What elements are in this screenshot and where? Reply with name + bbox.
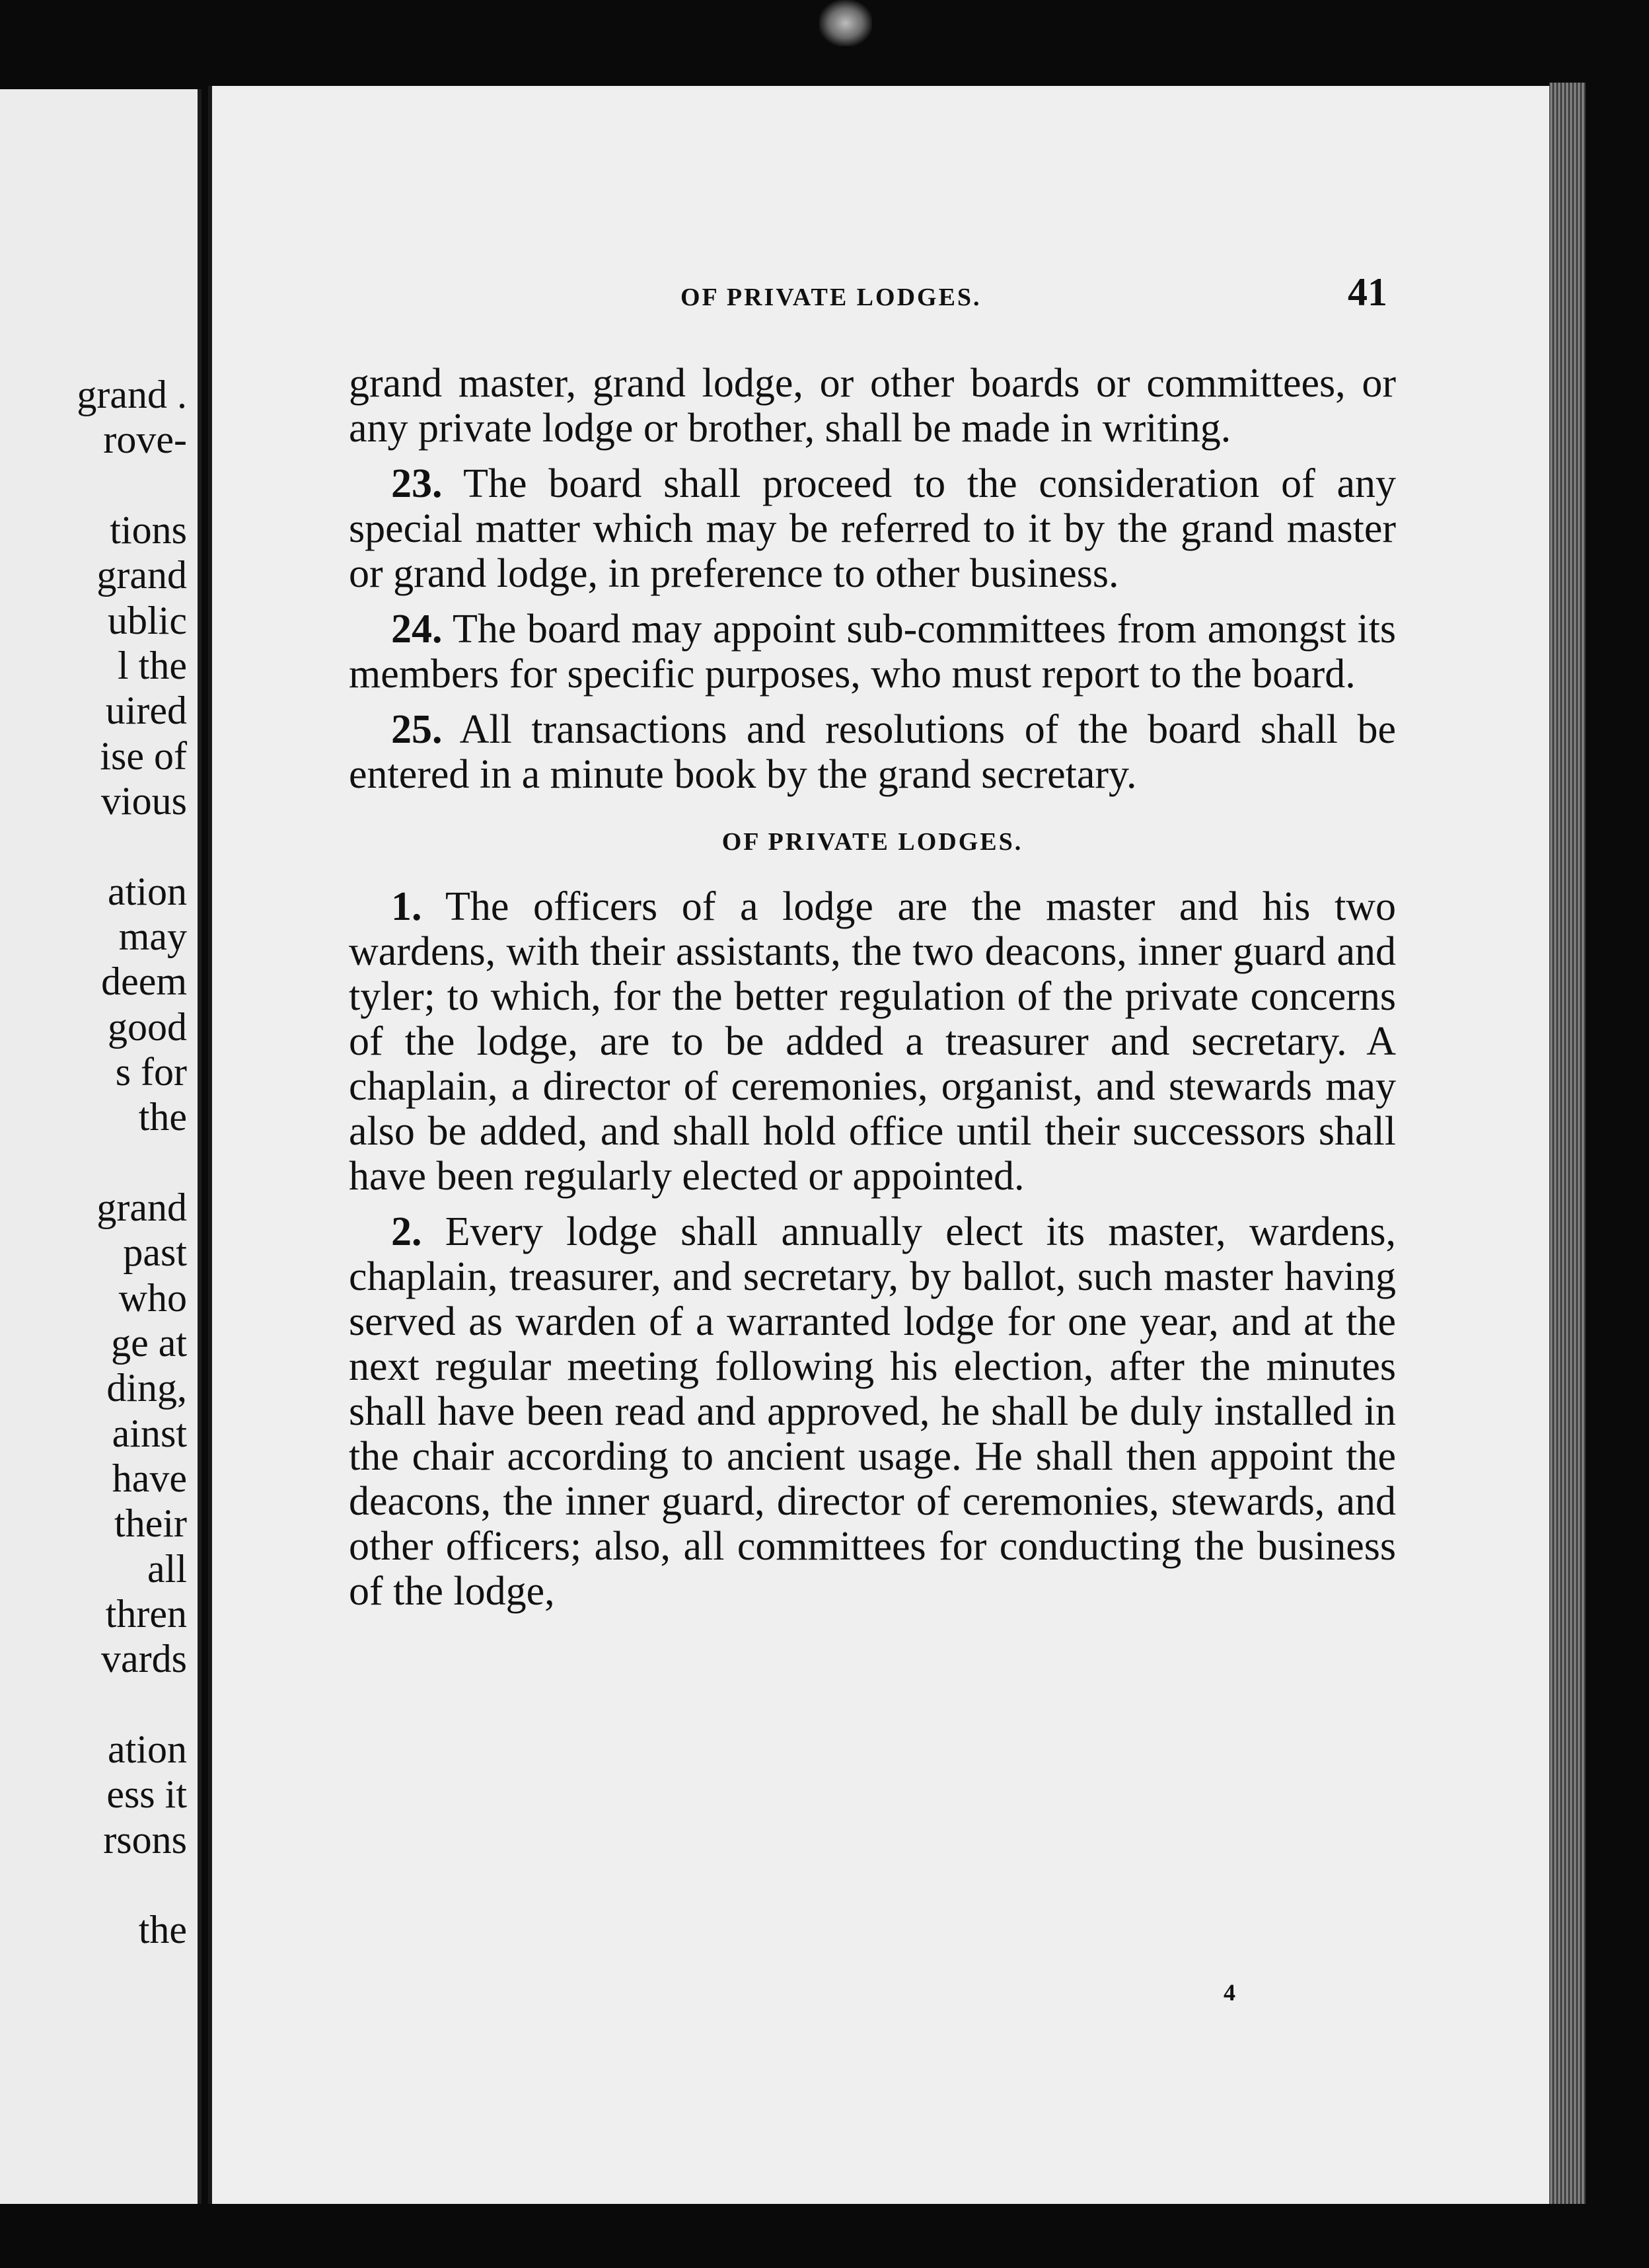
paragraph-number: 24. <box>391 607 443 652</box>
scan-artifact <box>819 0 872 46</box>
paragraph-text: The officers of a lodge are the master and his two wardens, with their assistants, the two deacons, inner guard and tyler; to which, for the better regulation of the private concerns of the lodge, are to be added a treasurer and secretary. A chaplain, a director of ceremonies, organist, and stewards may also be added, and shall hold office until their successors shall have been regularly elected or appointed. <box>349 884 1396 1199</box>
paragraph-number: 23. <box>391 461 443 506</box>
paragraph-2 <box>349 1209 1396 1614</box>
left-fragment: ess it <box>106 1772 187 1816</box>
paragraph-number: 1. <box>391 884 422 929</box>
left-fragment: ation <box>108 870 187 913</box>
left-fragment: their <box>114 1501 187 1545</box>
left-fragment: past <box>123 1230 187 1274</box>
left-fragment: the <box>138 1908 187 1951</box>
left-fragment: tions <box>110 508 187 552</box>
left-fragment: ise of <box>100 734 187 778</box>
left-fragment: all <box>147 1547 187 1591</box>
running-head: OF PRIVATE LODGES. <box>680 284 982 311</box>
left-fragment: uired <box>105 689 187 732</box>
left-fragment: vious <box>100 779 187 823</box>
page-number: 41 <box>1348 270 1387 314</box>
left-fragment: ding, <box>106 1366 187 1410</box>
signature-mark: 4 <box>1224 1979 1235 2006</box>
paragraph-number: 2. <box>391 1209 422 1254</box>
paragraph-24 <box>349 607 1396 697</box>
paragraph-continued: grand master, grand lodge, or other boards or committees, or any private lodge or brother, shall be made in writing. <box>349 361 1396 451</box>
section-heading: OF PRIVATE LODGES. <box>721 828 1023 856</box>
left-fragment: thren <box>105 1592 187 1636</box>
page-edges <box>1549 83 1586 2207</box>
left-fragment: s for <box>115 1050 187 1094</box>
left-fragment: ublic <box>108 599 187 642</box>
paragraph-1 <box>349 884 1396 1199</box>
left-fragment: ainst <box>112 1412 187 1455</box>
left-fragment: grand <box>96 553 187 597</box>
paragraph-number: 25. <box>391 707 443 752</box>
left-fragment: vards <box>101 1637 187 1681</box>
left-fragment: the <box>138 1095 187 1139</box>
left-fragment: good <box>108 1005 187 1049</box>
left-fragment: rove- <box>103 418 187 461</box>
paragraph-text: The board shall proceed to the consideration of any special matter which may be referred to it by the grand master or grand lodge, in preference to other business. <box>349 461 1396 596</box>
paragraph-23 <box>349 461 1396 596</box>
left-fragment: grand <box>96 1186 187 1229</box>
left-fragment: deem <box>101 960 187 1003</box>
left-fragment: l the <box>118 644 187 687</box>
paragraph-text: Every lodge shall annually elect its master, wardens, chaplain, treasurer, and secretary, by ballot, such master having served as warden of a warranted lodge for one year, and at the next regular meeting following his election, after the minutes shall have been read and approved, he shall be duly installed in the chair according to ancient usage. He shall then appoint the deacons, the inner guard, director of ceremonies, stewards, and other officers; also, all committees for conducting the business of the lodge, <box>349 1209 1397 1614</box>
paragraph-25 <box>349 707 1396 797</box>
paragraph-text: All transactions and resolutions of the board shall be entered in a minute book by the grand secretary. <box>349 707 1396 797</box>
page-body <box>349 361 1396 1624</box>
left-fragment: grand . <box>77 373 187 416</box>
scan-border-bottom <box>0 2204 1649 2268</box>
paragraph-text: The board may appoint sub-committees from amongst its members for specific purposes, who must report to the board. <box>349 607 1396 697</box>
left-fragment: ge at <box>111 1321 187 1365</box>
left-fragment: rsons <box>103 1818 187 1862</box>
left-fragment: may <box>118 915 187 958</box>
left-page <box>0 89 202 2204</box>
left-fragment: have <box>112 1456 187 1500</box>
left-fragment: ation <box>108 1727 187 1771</box>
gutter-edge <box>198 89 202 2204</box>
left-fragment: who <box>118 1276 187 1320</box>
